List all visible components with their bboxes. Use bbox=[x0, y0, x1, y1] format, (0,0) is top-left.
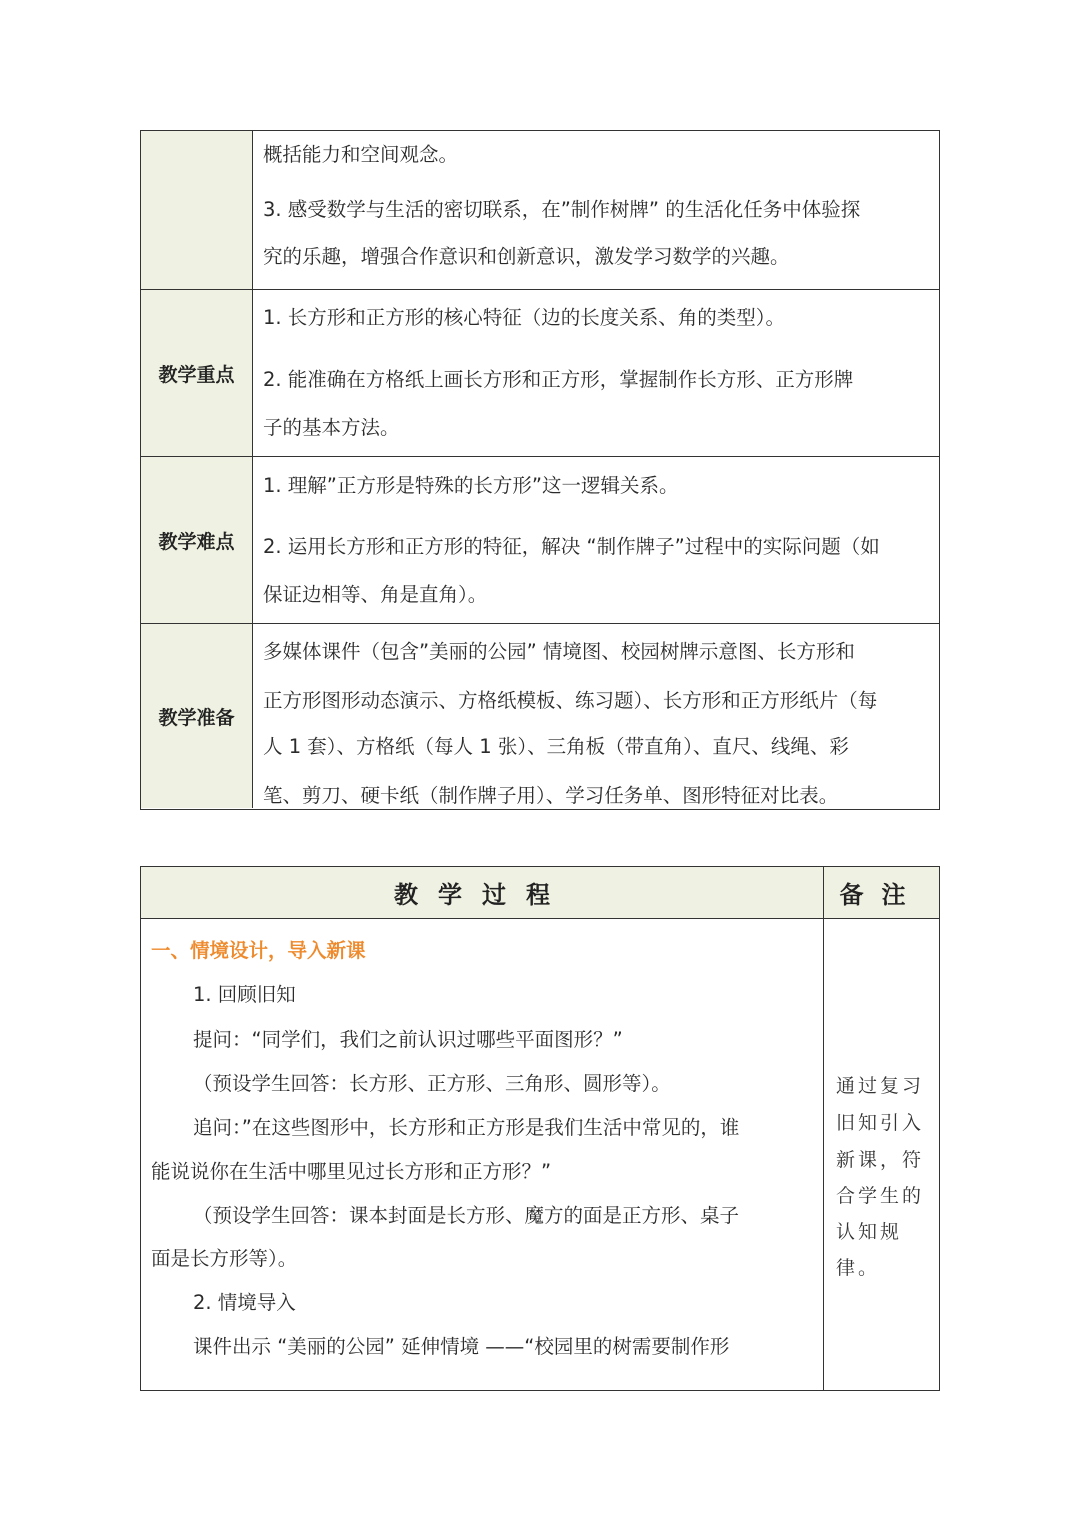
text-line: 子的基本方法。 bbox=[263, 416, 400, 439]
row-content bbox=[253, 290, 939, 456]
process-content bbox=[141, 919, 823, 1390]
table-row bbox=[141, 456, 939, 623]
notes-column bbox=[823, 919, 939, 1390]
table-row bbox=[141, 289, 939, 456]
row-content bbox=[253, 457, 939, 623]
row-label bbox=[141, 131, 253, 289]
text-line: 概括能力和空间观念。 bbox=[263, 143, 459, 166]
paragraph: （预设学生回答：长方形、正方形、三角形、圆形等）。 bbox=[193, 1072, 671, 1095]
text-line: 笔、剪刀、硬卡纸（制作牌子用）、学习任务单、图形特征对比表。 bbox=[263, 784, 839, 807]
row-content bbox=[253, 131, 939, 289]
text-line: 1. 长方形和正方形的核心特征（边的长度关系、角的类型）。 bbox=[263, 306, 786, 329]
text-line: 2. 运用长方形和正方形的特征，解决 “制作牌子”过程中的实际问题（如 bbox=[263, 535, 880, 558]
table-row bbox=[141, 131, 939, 289]
paragraph: 追问：”在这些图形中，长方形和正方形是我们生活中常见的，谁 bbox=[193, 1116, 740, 1139]
text-line: 保证边相等、角是直角）。 bbox=[263, 583, 488, 606]
table-row bbox=[141, 623, 939, 808]
note-line: 律。 bbox=[836, 1257, 881, 1279]
process-table bbox=[140, 866, 940, 1391]
section-title: 一、情境设计，导入新课 bbox=[151, 939, 366, 962]
text-line: 3. 感受数学与生活的密切联系，在”制作树牌” 的生活化任务中体验探 bbox=[263, 198, 861, 221]
row-label: 教学重点 bbox=[141, 290, 253, 456]
note-line: 认知规 bbox=[836, 1221, 903, 1243]
note-line: 通过复习 bbox=[836, 1075, 925, 1097]
text-line: 究的乐趣，增强合作意识和创新意识，激发学习数学的兴趣。 bbox=[263, 245, 790, 268]
text-line: 多媒体课件（包含”美丽的公园” 情境图、校园树牌示意图、长方形和 bbox=[263, 640, 855, 663]
note-line: 旧知引入 bbox=[836, 1112, 925, 1134]
paragraph: 课件出示 “美丽的公园” 延伸情境 ——“校园里的树需要制作形 bbox=[193, 1335, 730, 1358]
paragraph: 2. 情境导入 bbox=[193, 1291, 296, 1314]
row-content bbox=[253, 624, 939, 808]
table-header bbox=[141, 867, 939, 919]
paragraph: 能说说你在生活中哪里见过长方形和正方形？” bbox=[151, 1160, 552, 1183]
header-process: 教学过程 bbox=[394, 881, 570, 909]
text-line: 正方形图形动态演示、方格纸模板、练习题）、长方形和正方形纸片（每 bbox=[263, 689, 878, 712]
paragraph: （预设学生回答：课本封面是长方形、魔方的面是正方形、桌子 bbox=[193, 1204, 740, 1227]
header-notes: 备注 bbox=[823, 867, 939, 918]
row-label: 教学难点 bbox=[141, 457, 253, 623]
objectives-table bbox=[140, 130, 940, 810]
note-line: 合学生的 bbox=[836, 1185, 925, 1207]
text-line: 人 1 套）、方格纸（每人 1 张）、三角板（带直角）、直尺、线绳、彩 bbox=[263, 735, 849, 758]
paragraph: 提问：“同学们，我们之前认识过哪些平面图形？” bbox=[193, 1028, 623, 1051]
paragraph: 1. 回顾旧知 bbox=[193, 983, 296, 1006]
row-label: 教学准备 bbox=[141, 624, 253, 808]
text-line: 2. 能准确在方格纸上画长方形和正方形，掌握制作长方形、正方形牌 bbox=[263, 368, 854, 391]
note-line: 新课，符 bbox=[836, 1149, 925, 1171]
paragraph: 面是长方形等）。 bbox=[151, 1247, 298, 1270]
text-line: 1. 理解”正方形是特殊的长方形”这一逻辑关系。 bbox=[263, 474, 679, 497]
